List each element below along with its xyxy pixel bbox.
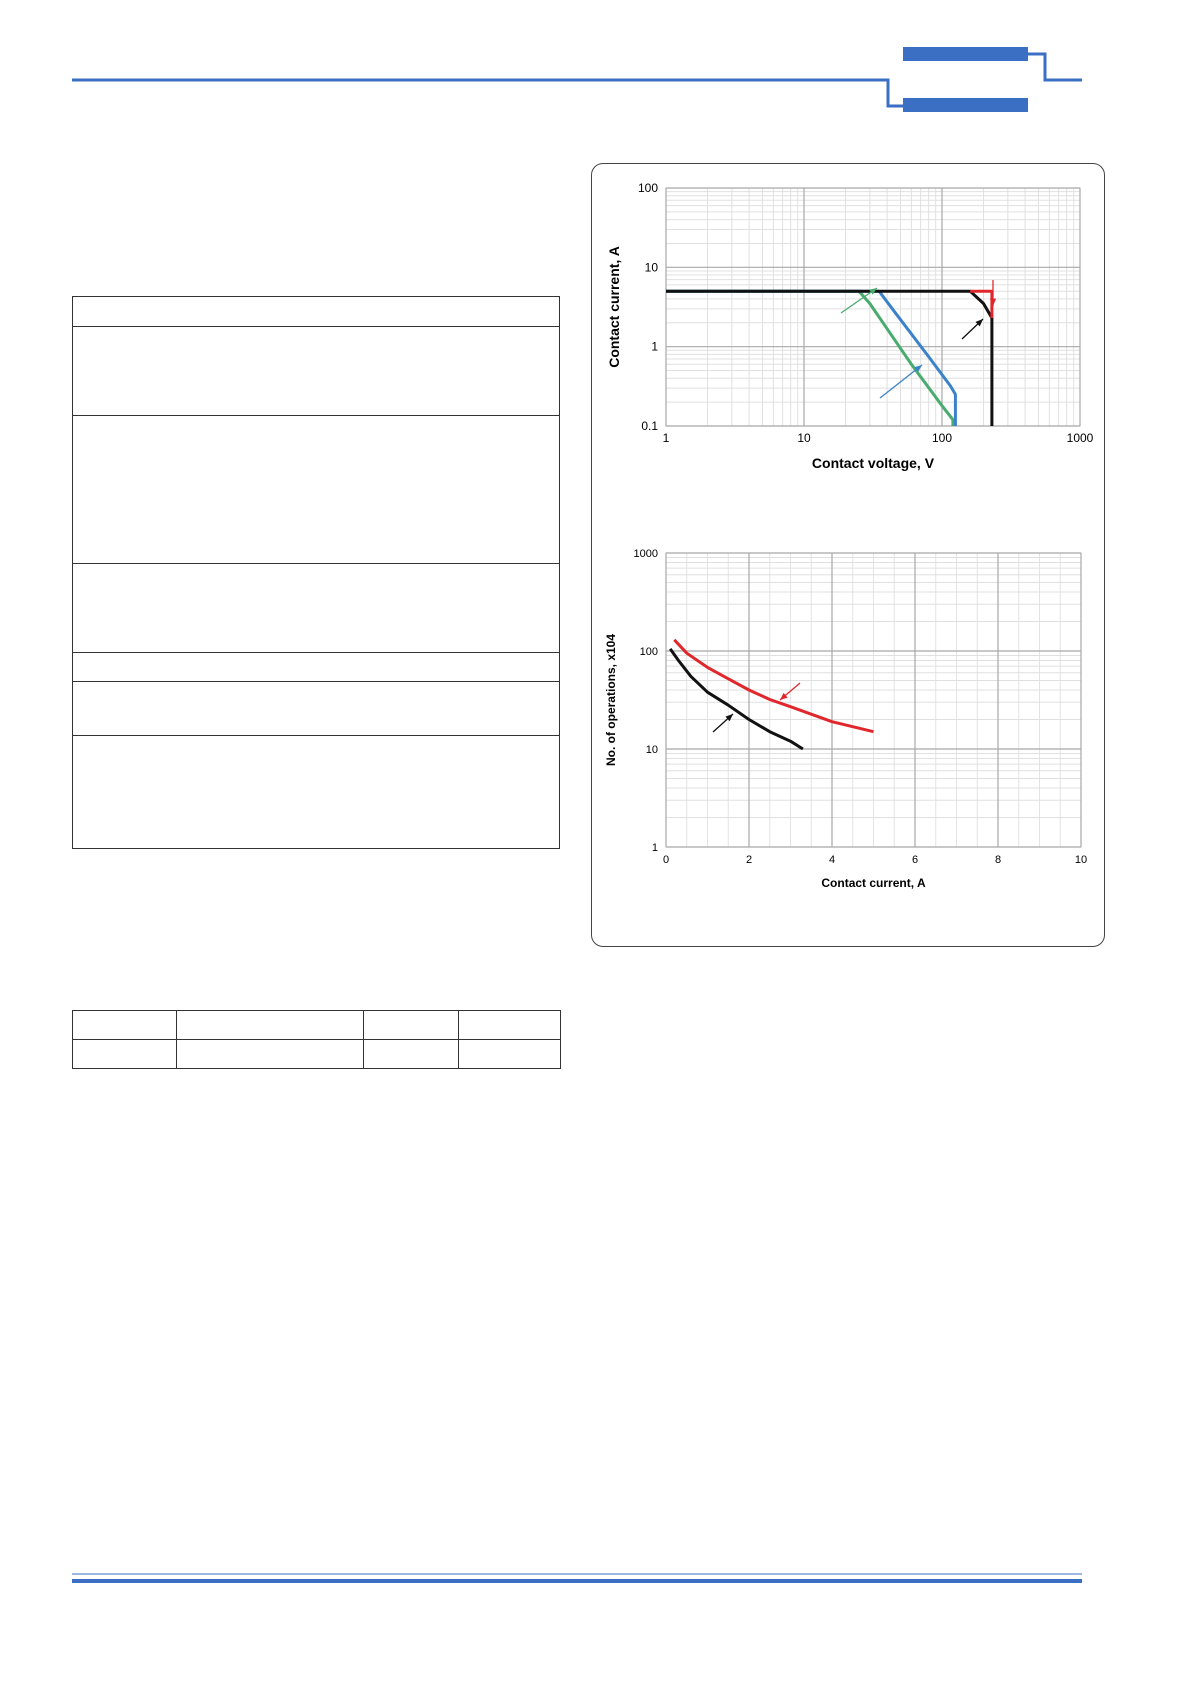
ordering-cell <box>177 1011 364 1040</box>
c2-x-tick-label: 2 <box>745 854 753 866</box>
ordering-cell <box>364 1011 459 1040</box>
c2-y-tick-label: 100 <box>639 646 658 658</box>
c2-x-tick-label: 8 <box>994 854 1002 866</box>
header-tab-bottom <box>903 98 1028 112</box>
footer-rule <box>0 1570 1192 1590</box>
chart-voltage-current <box>591 163 1105 493</box>
ordering-cell <box>73 1011 177 1040</box>
c1-x-tick-label: 100 <box>931 431 953 445</box>
spec-row <box>73 682 560 736</box>
chart1-x-axis-label: Contact voltage, V <box>811 455 935 471</box>
c1-y-tick-label: 10 <box>644 260 658 275</box>
c1-x-tick-label: 10 <box>797 431 811 445</box>
header-tab-top <box>903 47 1028 61</box>
ordering-cell <box>364 1040 459 1069</box>
spec-row <box>73 297 560 327</box>
chart2-y-axis-label: No. of operations, x104 <box>604 633 618 767</box>
header-rule <box>0 0 1192 125</box>
c1-x-tick-label: 1000 <box>1066 431 1094 445</box>
ordering-header-row <box>73 1011 561 1040</box>
chart2-grid <box>666 553 1081 847</box>
c2-y-tick-label: 1 <box>651 842 658 854</box>
c1-y-tick-label: 100 <box>637 181 658 195</box>
ordering-cell <box>73 1040 177 1069</box>
c2-x-tick-label: 0 <box>662 854 670 866</box>
chart1-y-axis-label: Contact current, A <box>606 246 622 368</box>
c1-y-tick-label: 1 <box>651 339 658 354</box>
spec-row <box>73 653 560 682</box>
spec-row <box>73 416 560 564</box>
chart2-x-axis-label: Contact current, A <box>821 876 926 890</box>
c1-y-tick-label: 0.1 <box>641 419 658 433</box>
ordering-row <box>73 1040 561 1069</box>
ordering-cell <box>177 1040 364 1069</box>
c2-y-tick-label: 1000 <box>633 548 658 560</box>
spec-row <box>73 736 560 849</box>
c2-x-tick-label: 10 <box>1074 854 1088 866</box>
spec-table <box>72 296 560 849</box>
spec-row <box>73 327 560 416</box>
c2-x-tick-label: 4 <box>828 854 836 866</box>
chart-operations-current <box>591 530 1105 910</box>
c1-x-tick-label: 1 <box>662 431 670 445</box>
ordering-table <box>72 1010 561 1069</box>
spec-row <box>73 564 560 653</box>
ordering-cell <box>459 1011 561 1040</box>
c2-y-tick-label: 10 <box>645 744 658 756</box>
ordering-cell <box>459 1040 561 1069</box>
c2-x-tick-label: 6 <box>911 854 919 866</box>
